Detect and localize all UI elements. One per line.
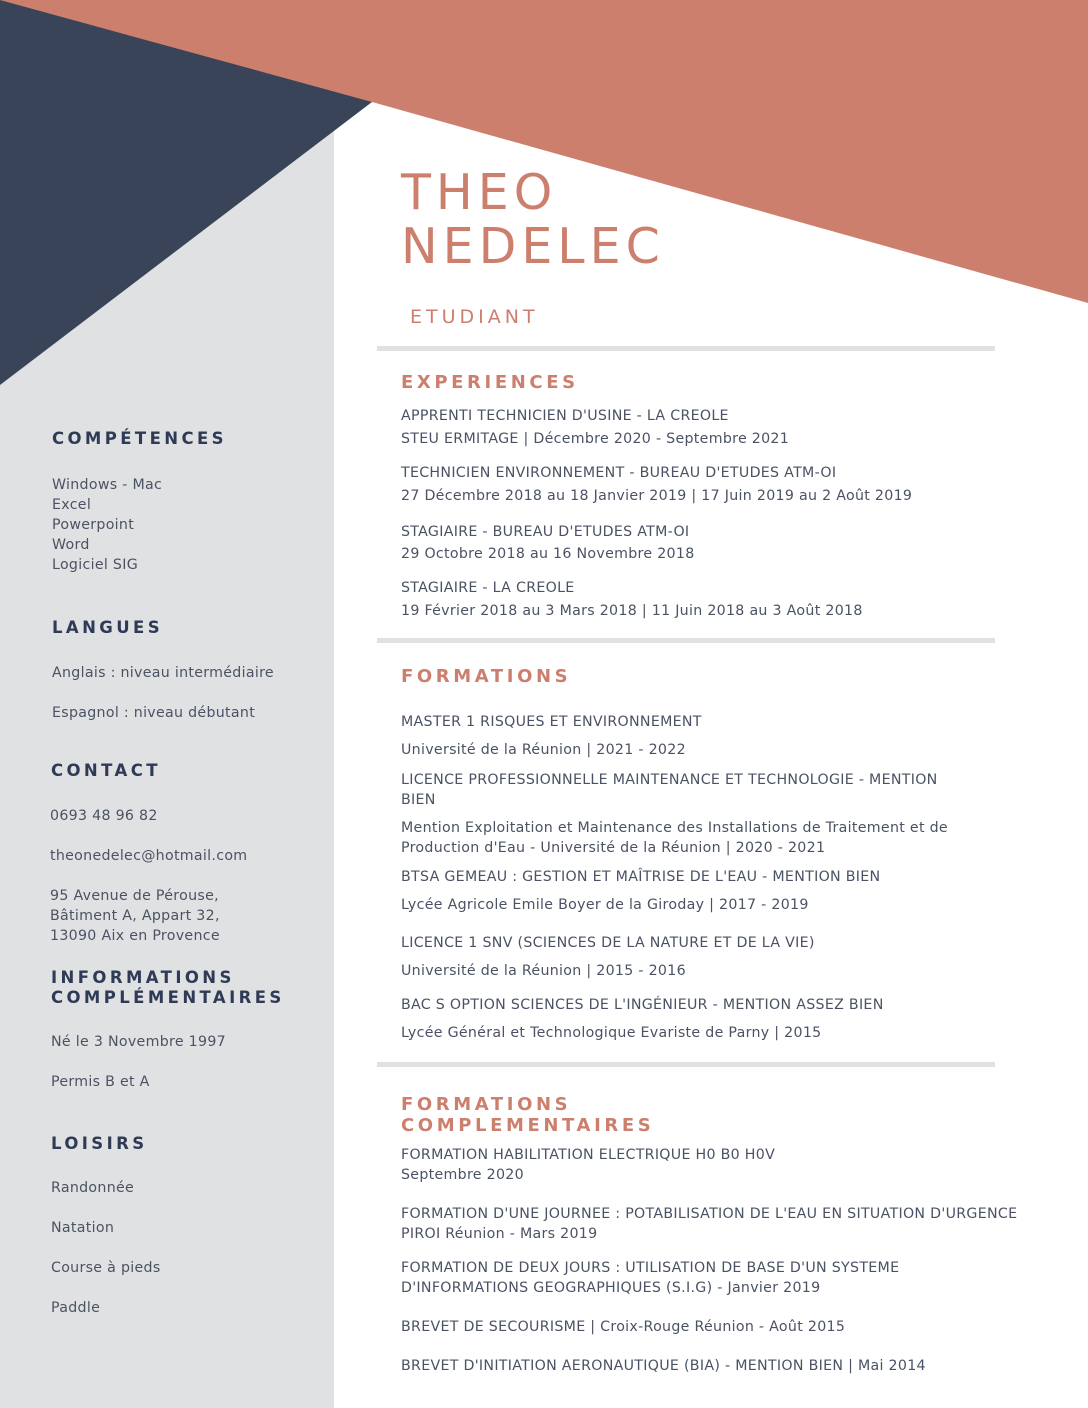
experiences-heading: EXPERIENCES	[401, 372, 579, 393]
formation-item	[401, 712, 1061, 760]
formation-detail: Production d'Eau - Université de la Réunion | 2020 - 2021	[401, 840, 826, 856]
experience-detail: 19 Février 2018 au 3 Mars 2018 | 11 Juin 2018 au 3 Août 2018	[401, 603, 863, 619]
section-divider	[377, 1062, 995, 1067]
experience-title: APPRENTI TECHNICIEN D'USINE - LA CREOLE	[401, 408, 729, 424]
formation-title: BIEN	[401, 792, 436, 808]
hobby-item: Randonnée	[51, 1180, 135, 1196]
experience-detail: STEU ERMITAGE | Décembre 2020 - Septembre 2021	[401, 431, 790, 447]
training-item: BREVET D'INITIATION AERONAUTIQUE (BIA) - MENTION BIEN | Mai 2014	[401, 1358, 926, 1374]
skill-item: Powerpoint	[52, 517, 135, 533]
postal-address: 95 Avenue de Pérouse, Bâtiment A, Appart 32, 13090 Aix en Provence	[50, 888, 220, 944]
phone-number: 0693 48 96 82	[50, 808, 158, 824]
competences-heading: COMPÉTENCES	[52, 429, 227, 448]
skill-item: Logiciel SIG	[52, 557, 138, 573]
formation-item	[401, 933, 1061, 981]
formation-detail: Université de la Réunion | 2015 - 2016	[401, 963, 686, 979]
formation-detail: Mention Exploitation et Maintenance des Installations de Traitement et de	[401, 820, 948, 836]
formation-detail: Lycée Général et Technologique Evariste de Parny | 2015	[401, 1025, 822, 1041]
section-divider	[377, 638, 995, 643]
formation-title: MASTER 1 RISQUES ET ENVIRONNEMENT	[401, 714, 702, 730]
formations-complementaires-heading: FORMATIONS COMPLEMENTAIRES	[401, 1094, 655, 1136]
candidate-name	[401, 166, 665, 274]
language-item: Espagnol : niveau débutant	[52, 705, 256, 721]
formation-detail: Lycée Agricole Emile Boyer de la Giroday | 2017 - 2019	[401, 897, 809, 913]
experience-item	[401, 578, 1061, 621]
experience-detail: 29 Octobre 2018 au 16 Novembre 2018	[401, 546, 695, 562]
experience-title: STAGIAIRE - LA CREOLE	[401, 580, 575, 596]
training-item: FORMATION D'UNE JOURNEE : POTABILISATION DE L'EAU EN SITUATION D'URGENCE PIROI Réunion - Mars 2019	[401, 1206, 1018, 1242]
training-item: BREVET DE SECOURISME | Croix-Rouge Réunion - Août 2015	[401, 1319, 846, 1335]
formation-title: LICENCE 1 SNV (SCIENCES DE LA NATURE ET DE LA VIE)	[401, 935, 815, 951]
formation-detail: Université de la Réunion | 2021 - 2022	[401, 742, 686, 758]
formation-title: BAC S OPTION SCIENCES DE L'INGÉNIEUR - MENTION ASSEZ BIEN	[401, 997, 884, 1013]
experience-detail: 27 Décembre 2018 au 18 Janvier 2019 | 17 Juin 2019 au 2 Août 2019	[401, 488, 913, 504]
skill-item: Excel	[52, 497, 92, 513]
last-name: NEDELEC	[401, 218, 665, 275]
experience-title: STAGIAIRE - BUREAU D'ETUDES ATM-OI	[401, 524, 690, 540]
formation-item	[401, 867, 1061, 915]
experience-item	[401, 406, 1061, 449]
formation-title: BTSA GEMEAU : GESTION ET MAÎTRISE DE L'EAU - MENTION BIEN	[401, 869, 881, 885]
experience-item	[401, 522, 1061, 564]
hobby-item: Natation	[51, 1220, 115, 1236]
hobby-item: Paddle	[51, 1300, 101, 1316]
skill-item: Word	[52, 537, 90, 553]
skills-list	[52, 475, 327, 575]
training-item: FORMATION HABILITATION ELECTRIQUE H0 B0 H0V Septembre 2020	[401, 1147, 776, 1183]
skill-item: Windows - Mac	[52, 477, 163, 493]
loisirs-heading: LOISIRS	[51, 1134, 148, 1153]
experience-title: TECHNICIEN ENVIRONNEMENT - BUREAU D'ETUDES ATM-OI	[401, 465, 837, 481]
langues-heading: LANGUES	[52, 618, 163, 637]
formation-title: LICENCE PROFESSIONNELLE MAINTENANCE ET TECHNOLOGIE - MENTION	[401, 772, 938, 788]
job-title: ETUDIANT	[410, 306, 539, 328]
info-item: Né le 3 Novembre 1997	[51, 1034, 226, 1050]
experience-item	[401, 463, 1061, 506]
formation-item	[401, 995, 1061, 1043]
formation-item	[401, 770, 1061, 858]
formations-heading: FORMATIONS	[401, 666, 572, 687]
contact-heading: CONTACT	[51, 761, 161, 780]
language-item: Anglais : niveau intermédiaire	[52, 665, 274, 681]
informations-heading: INFORMATIONS COMPLÉMENTAIRES	[51, 968, 285, 1007]
hobby-item: Course à pieds	[51, 1260, 161, 1276]
info-item: Permis B et A	[51, 1074, 150, 1090]
training-item: FORMATION DE DEUX JOURS : UTILISATION DE BASE D'UN SYSTEME D'INFORMATIONS GEOGRAPHIQUES (S.I.G) - Janvier 2019	[401, 1260, 900, 1296]
section-divider	[377, 346, 995, 351]
first-name: THEO	[401, 164, 558, 221]
email-address[interactable]: theonedelec@hotmail.com	[50, 848, 248, 864]
